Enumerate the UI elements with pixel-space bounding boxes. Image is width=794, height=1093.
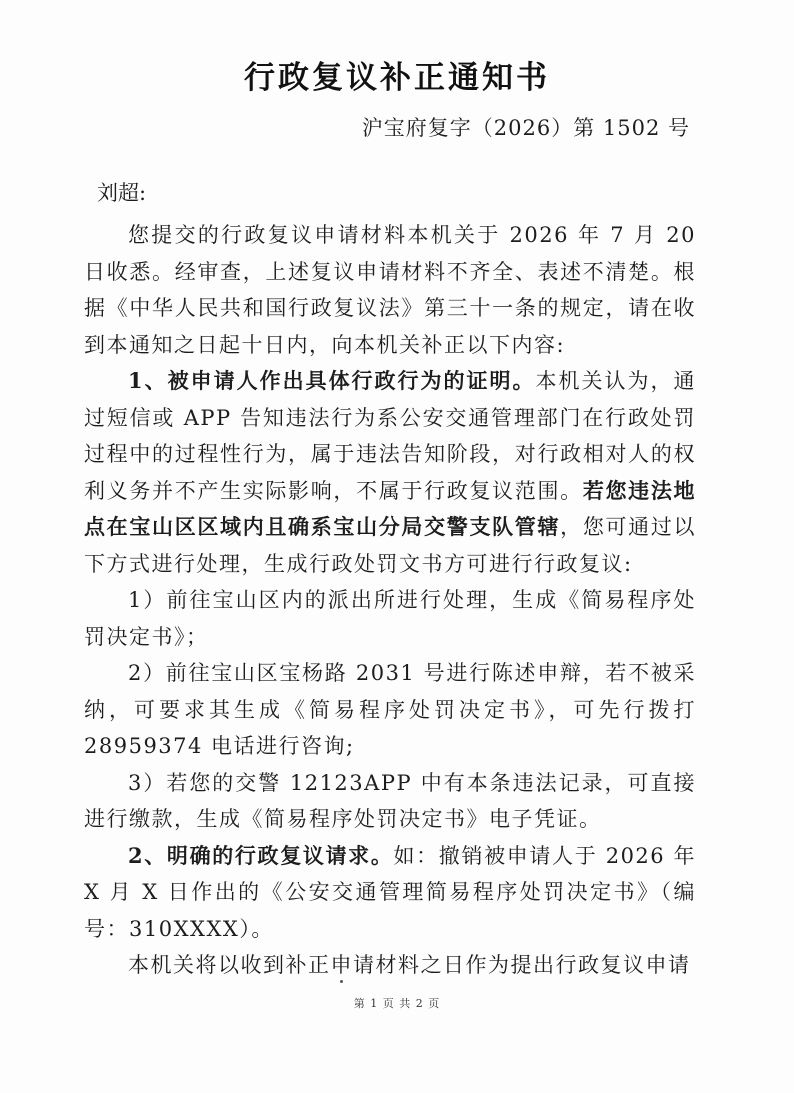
item-1-text-continued: ，您可通过以下方式进行处理，生成行政处罚文书方可进行行政复议: [84, 515, 697, 576]
item-1-text: 本机关认为，通过短信或 APP 告知违法行为系公安交通管理部门在行政处罚过程中的过程性行为，属于违法告知阶段，对行政相对人的权利义务并不产生实际影响，不属于行政复议范围。 [84, 369, 696, 503]
item-2-heading: 2、明确的行政复议请求。 [128, 842, 394, 868]
item-2-paragraph [84, 838, 696, 948]
item-2-text: 如：撤销被申请人于 2026 年 X 月 X 日作出的《公安交通管理简易程序处罚决定书》（编号：310XXXX）。 [84, 843, 696, 941]
page-footer: 第 1 页 共 2 页 [353, 997, 441, 1010]
closing-paragraph: 本机关将以收到补正申请材料之日作为提出行政复议申请 [128, 953, 691, 977]
intro-paragraph: 您提交的行政复议申请材料本机关于 2026 年 7 月 20 日收悉。经审查，上述复议申请材料不齐全、表述不清楚。根据《中华人民共和国行政复议法》第三十一条的规定，请在收到本通知之日起十日内，向本机关补正以下内容: [84, 223, 696, 357]
scan-speck [340, 980, 343, 983]
item-1-heading: 1、被申请人作出具体行政行为的证明。 [128, 368, 536, 393]
document-number: 沪宝府复字（2026）第 1502 号 [361, 116, 690, 140]
item-1-paragraph [84, 363, 696, 582]
document-body [84, 217, 696, 984]
option-3: 3）若您的交警 12123APP 中有本条违法记录，可直接进行缴款，生成《简易程序处罚决定书》电子凭证。 [84, 770, 696, 831]
item-1-jurisdiction-note: 若您违法地点在宝山区区域内且确系宝山分局交警支队管辖 [84, 477, 697, 539]
document-title: 行政复议补正通知书 [244, 60, 550, 96]
salutation: 刘超: [97, 181, 147, 205]
option-1: 1）前往宝山区内的派出所进行处理，生成《简易程序处罚决定书》； [84, 588, 696, 649]
option-2: 2）前往宝山区宝杨路 2031 号进行陈述申辩，若不被采纳，可要求其生成《简易程序处罚决定书》，可先行拨打 28959374 电话进行咨询; [84, 661, 696, 758]
